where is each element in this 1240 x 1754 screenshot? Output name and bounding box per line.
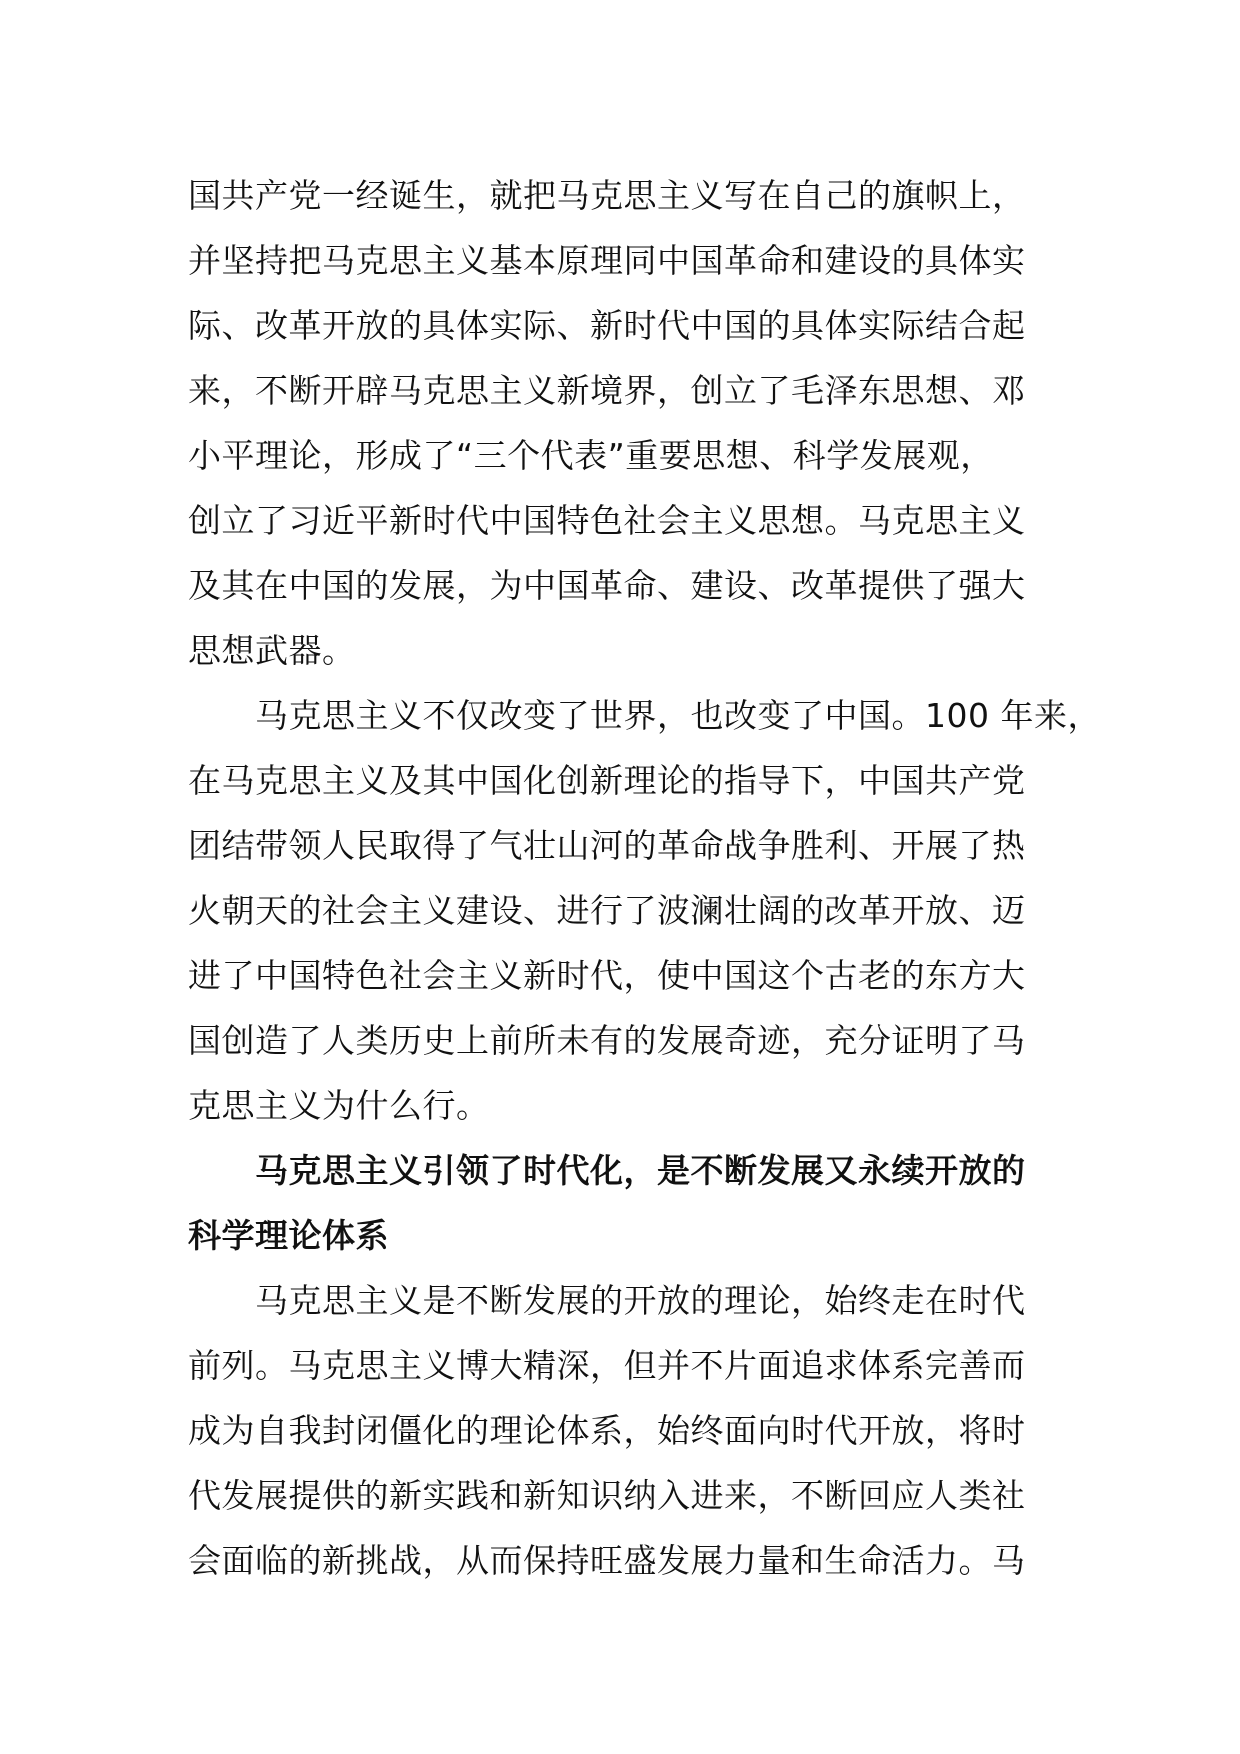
text-line: 克思主义为什么行。 — [188, 1086, 490, 1125]
text-line: 火朝天的社会主义建设、进行了波澜壮阔的改革开放、迈 — [188, 891, 1026, 930]
paragraph-start-line: 马克思主义是不断发展的开放的理论，始终走在时代 — [255, 1281, 1026, 1320]
text-line: 国共产党一经诞生，就把马克思主义写在自己的旗帜上， — [188, 176, 1026, 215]
text-line: 会面临的新挑战，从而保持旺盛发展力量和生命活力。马 — [188, 1541, 1026, 1580]
text-line: 进了中国特色社会主义新时代，使中国这个古老的东方大 — [188, 956, 1026, 995]
section-heading-line: 马克思主义引领了时代化，是不断发展又永续开放的 — [255, 1151, 1026, 1190]
body-text — [188, 163, 1101, 1593]
paragraph-start-line: 马克思主义不仅改变了世界，也改变了中国。100 年来， — [255, 696, 1101, 735]
text-line: 及其在中国的发展，为中国革命、建设、改革提供了强大 — [188, 566, 1026, 605]
text-line: 来，不断开辟马克思主义新境界，创立了毛泽东思想、邓 — [188, 371, 1026, 410]
text-line: 际、改革开放的具体实际、新时代中国的具体实际结合起 — [188, 306, 1026, 345]
text-line: 前列。马克思主义博大精深，但并不片面追求体系完善而 — [188, 1346, 1026, 1385]
text-line: 并坚持把马克思主义基本原理同中国革命和建设的具体实 — [188, 241, 1026, 280]
text-line: 团结带领人民取得了气壮山河的革命战争胜利、开展了热 — [188, 826, 1026, 865]
text-line: 创立了习近平新时代中国特色社会主义思想。马克思主义 — [188, 501, 1026, 540]
text-line: 在马克思主义及其中国化创新理论的指导下，中国共产党 — [188, 761, 1026, 800]
text-line: 小平理论，形成了“三个代表”重要思想、科学发展观， — [188, 436, 994, 475]
text-line: 思想武器。 — [188, 631, 356, 670]
text-line: 代发展提供的新实践和新知识纳入进来，不断回应人类社 — [188, 1476, 1026, 1515]
text-line: 成为自我封闭僵化的理论体系，始终面向时代开放，将时 — [188, 1411, 1026, 1450]
section-heading-line: 科学理论体系 — [188, 1216, 389, 1255]
text-line: 国创造了人类历史上前所未有的发展奇迹，充分证明了马 — [188, 1021, 1026, 1060]
